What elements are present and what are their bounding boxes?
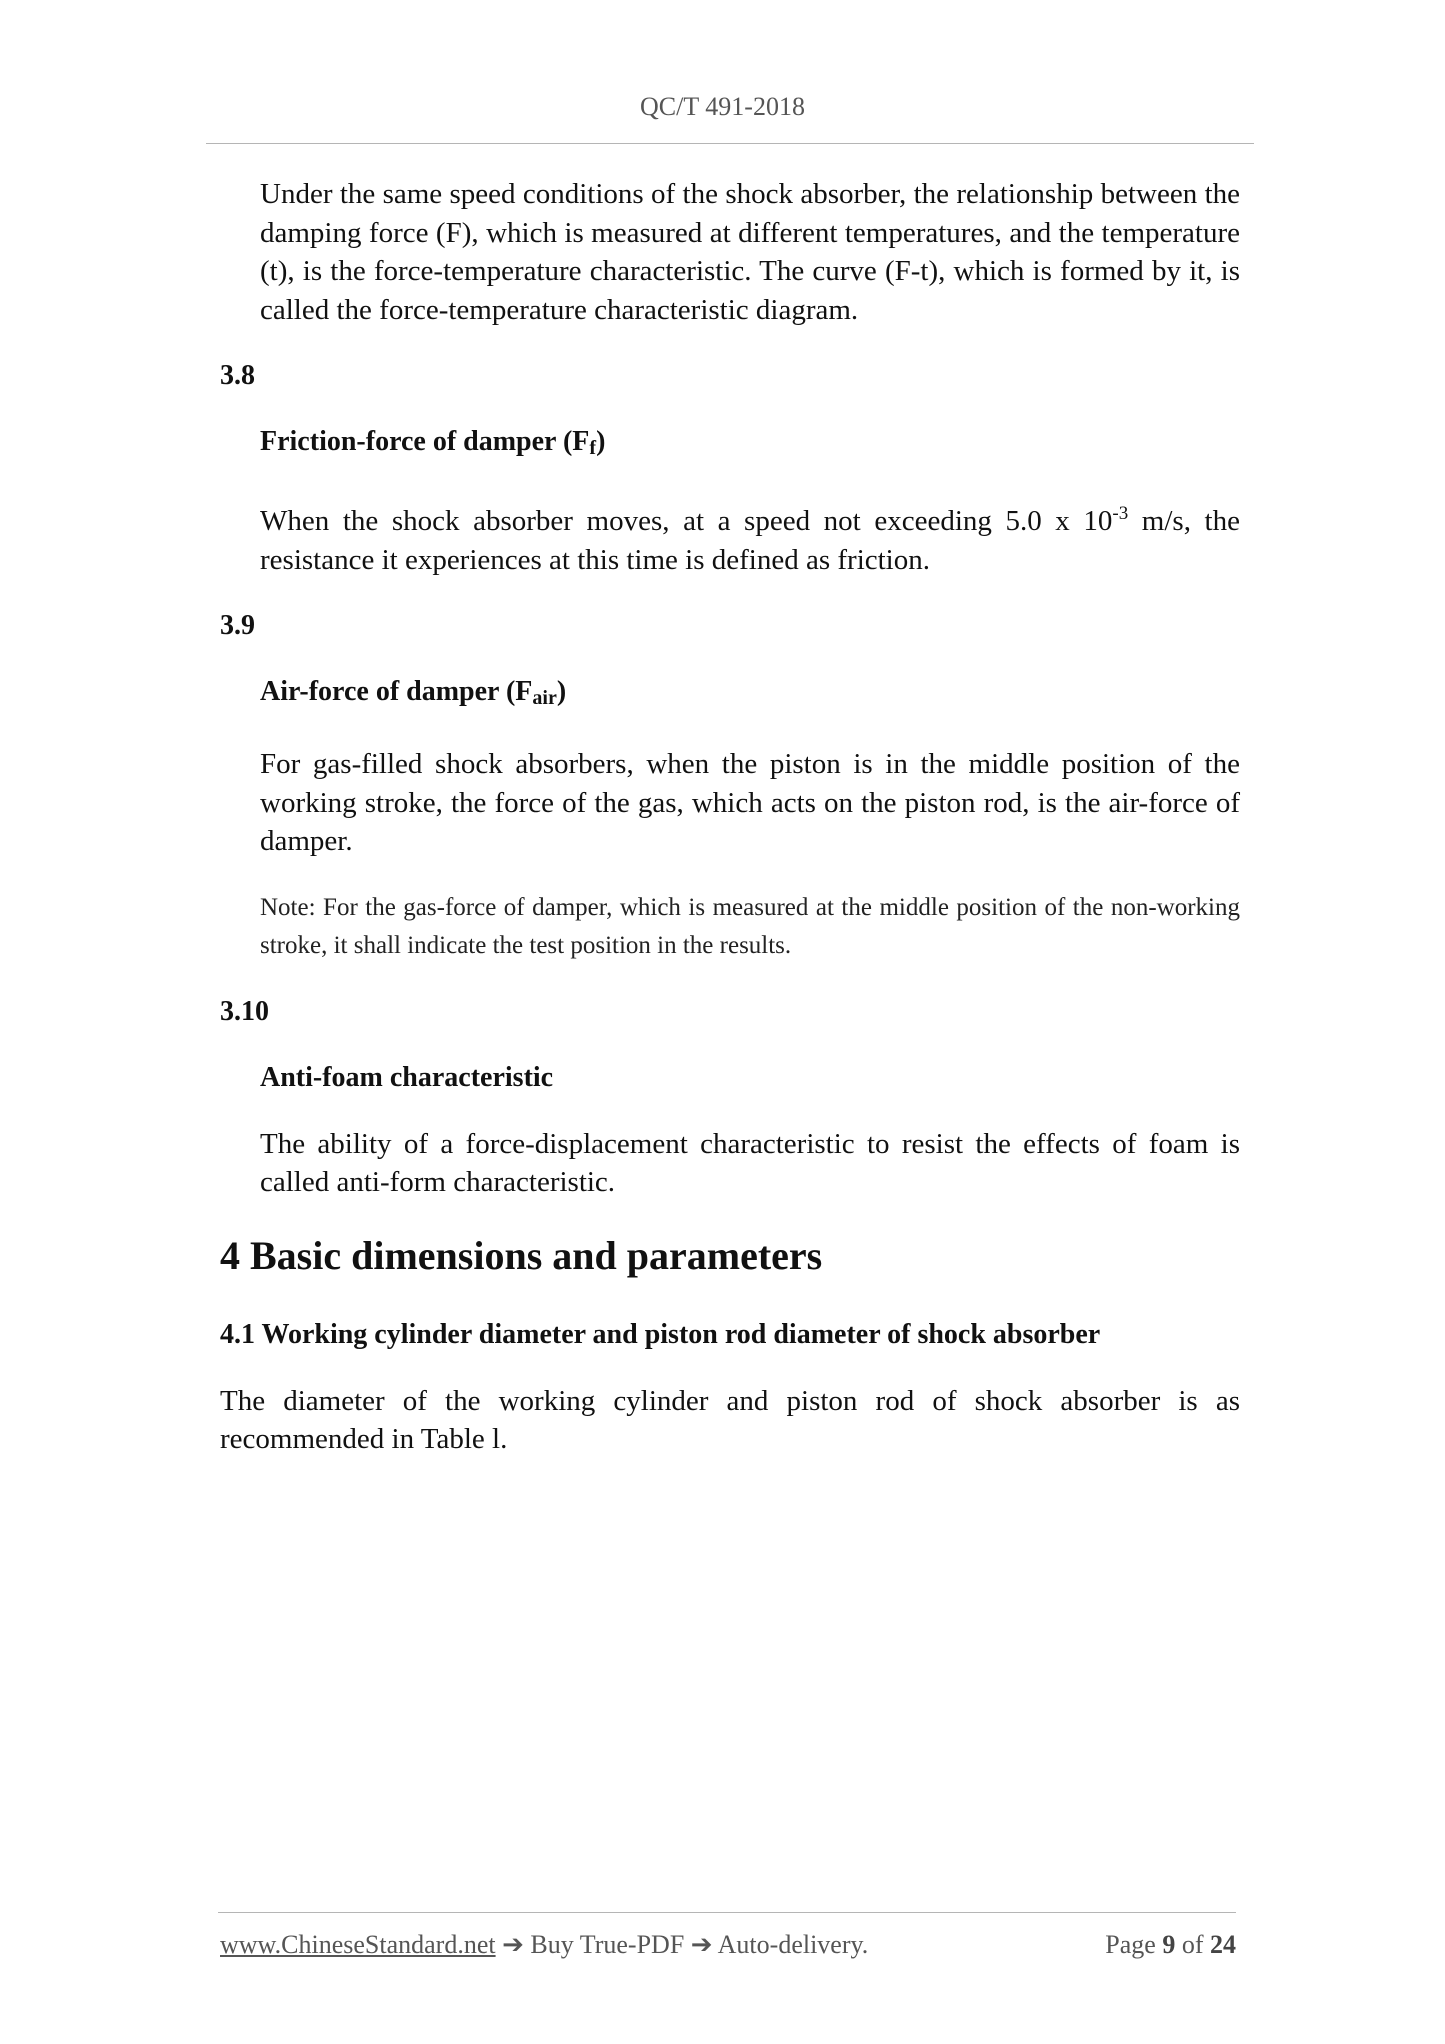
clause-number-3-9: 3.9 — [220, 610, 255, 641]
term-anti-foam: Anti-foam characteristic — [260, 1061, 554, 1093]
page-content — [220, 175, 1240, 1487]
definition-anti-foam: The ability of a force-displacement characteristic to resist the effects of foam is called anti-form characteristic. — [260, 1127, 1240, 1198]
intro-paragraph: Under the same speed conditions of the shock absorber, the relationship between the damping force (F), which is measured at different temperatures, and the temperature (t), is the force-temperature characteristic. The curve (F-t), which is formed by it, is called the force-temperature characteristic diagram. — [260, 178, 1240, 326]
definition-air-force: For gas-filled shock absorbers, when the piston is in the middle position of the working stroke, the force of the gas, which acts on the piston rod, is the air-force of damper. — [260, 748, 1240, 857]
clause-number-3-8: 3.8 — [220, 360, 255, 391]
term-subscript: air — [532, 687, 557, 709]
header-divider — [206, 143, 1254, 144]
footer-promo — [220, 1930, 868, 1960]
delivery-text: Auto-delivery. — [717, 1930, 869, 1959]
term-subscript: f — [589, 437, 597, 459]
clause-number-3-10: 3.10 — [220, 995, 269, 1027]
total-pages: 24 — [1210, 1930, 1236, 1959]
term-air-force: Air-force of damper $(F_{air})$ — [260, 676, 567, 709]
section-4-paragraph: The diameter of the working cylinder and piston rod of shock absorber is as recommended in Table l. — [220, 1384, 1240, 1455]
page-header — [0, 92, 1445, 122]
arrow-right-icon: ➔ — [684, 1930, 718, 1959]
page-number: Page 9 of 24 — [1105, 1930, 1236, 1959]
definition-friction-force: When the shock absorber moves, at a speed not exceeding 5.0 x $10^{-3}$ m/s, the resistance it experiences at this time is defined as friction. — [260, 503, 1240, 576]
document-code: QC/T 491-2018 — [640, 92, 805, 121]
exponent: -3 — [1112, 503, 1129, 524]
website-link[interactable]: www.ChineseStandard.net — [220, 1930, 496, 1959]
note-air-force: Note: For the gas-force of damper, which is measured at the middle position of the non-working stroke, it shall indicate the test position in the results. — [260, 893, 1240, 959]
subsection-heading: 4.1 Working cylinder diameter and piston rod diameter of shock absorber — [220, 1318, 1101, 1350]
footer-divider — [218, 1912, 1236, 1913]
section-heading: 4 Basic dimensions and parameters — [220, 1232, 823, 1278]
term-friction-force: Friction-force of damper $(F_f)$ — [260, 426, 606, 459]
arrow-right-icon: ➔ — [495, 1930, 531, 1959]
buy-text: Buy True-PDF — [530, 1930, 685, 1959]
current-page: 9 — [1162, 1930, 1176, 1959]
